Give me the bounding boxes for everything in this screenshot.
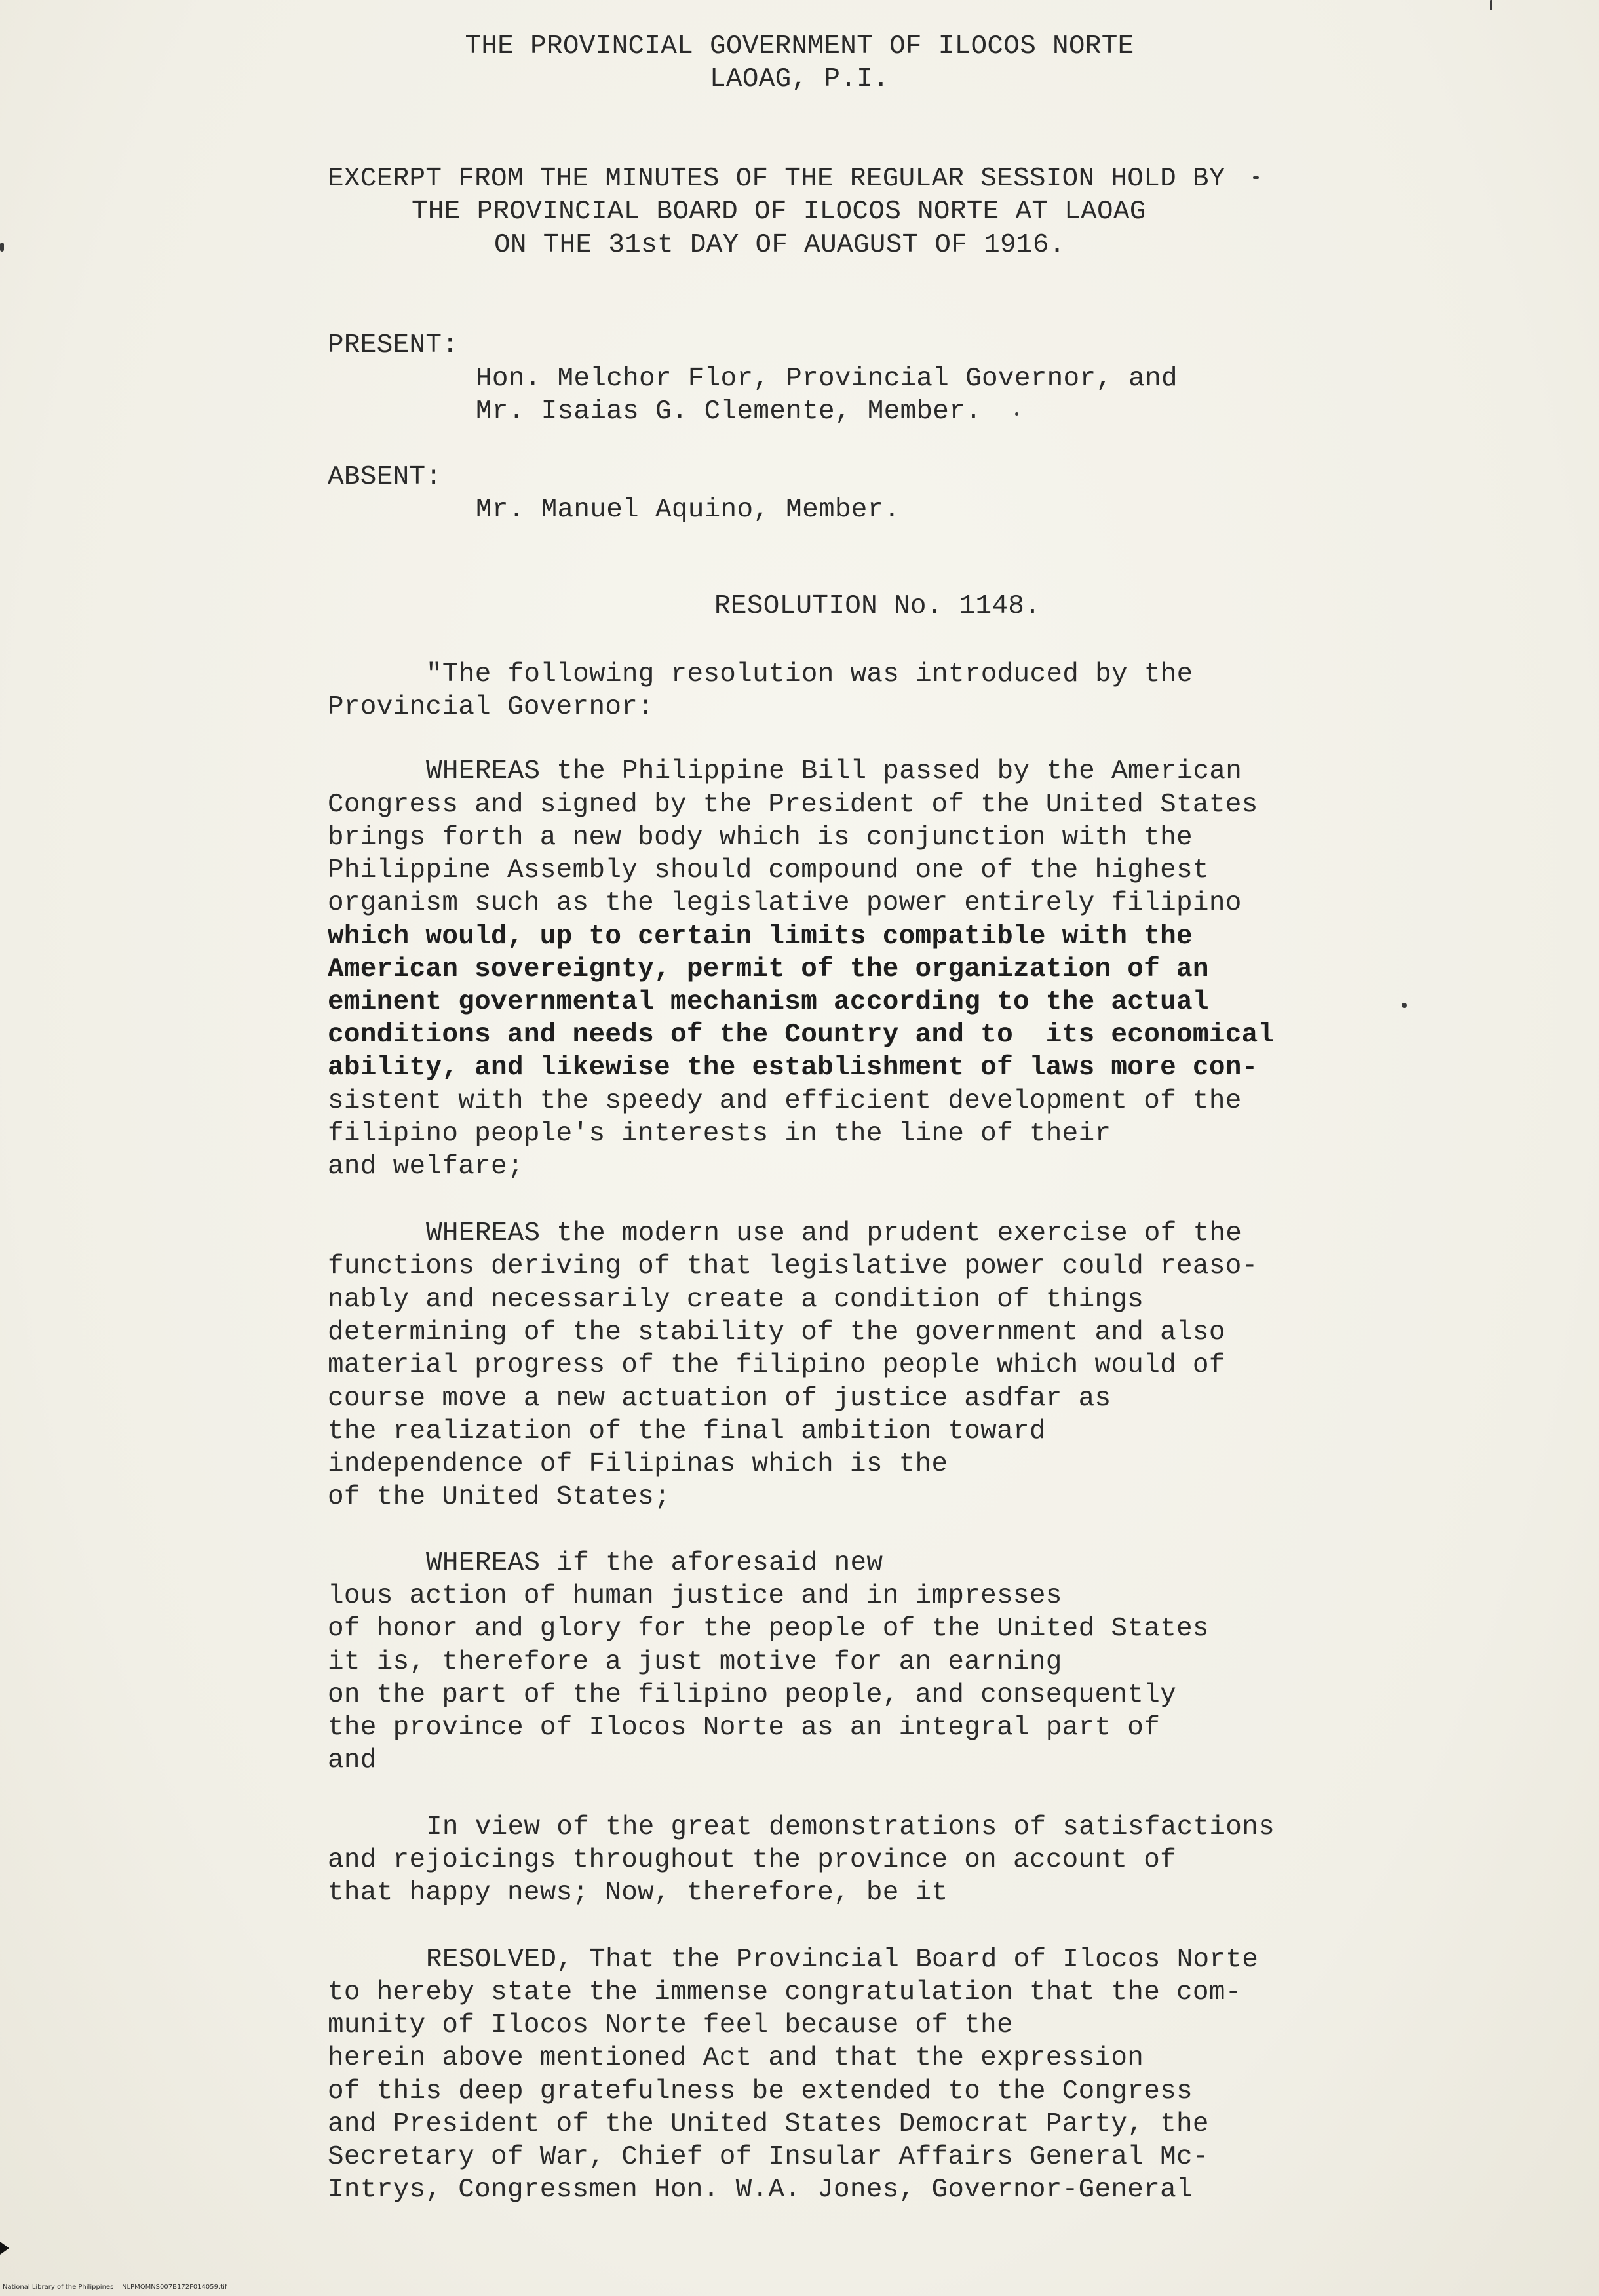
whereas2-line: the realization of the final ambition toward <box>328 1416 1046 1447</box>
whereas3-line: WHEREAS if the aforesaid new <box>426 1548 883 1578</box>
whereas2-line: WHEREAS the modern use and prudent exercise of the <box>426 1218 1243 1249</box>
whereas2-line: nably and necessarily create a condition of things <box>328 1285 1144 1315</box>
whereas1-line: ability, and likewise the establishment of laws more con- <box>328 1053 1258 1083</box>
absent-label: ABSENT: <box>328 462 442 492</box>
whereas3-line: lous action of human justice and in impresses <box>328 1581 1062 1611</box>
resolved-line: herein above mentioned Act and that the expression <box>328 2043 1144 2073</box>
present-line-2: Mr. Isaias G. Clemente, Member. <box>476 397 982 427</box>
ink-speck <box>1402 1003 1407 1008</box>
whereas2-line: material progress of the filipino people which would of <box>328 1350 1225 1380</box>
resolved-line: and President of the United States Democrat Party, the <box>328 2109 1209 2139</box>
resolved-line: Intrys, Congressmen Hon. W.A. Jones, Governor-General <box>328 2175 1193 2205</box>
whereas1-line: organism such as the legislative power entirely filipino <box>328 888 1242 918</box>
whereas3-line: and <box>328 1745 377 1776</box>
view-line: In view of the great demonstrations of satisfactions <box>426 1812 1275 1842</box>
whereas1-line: Philippine Assembly should compound one of the highest <box>328 855 1209 885</box>
title-line-1: EXCERPT FROM THE MINUTES OF THE REGULAR SESSION HOLD BY <box>328 164 1225 194</box>
whereas3-line: the province of Ilocos Norte as an integral part of <box>328 1713 1161 1743</box>
intro-line-1: "The following resolution was introduced by the <box>426 659 1193 690</box>
title-line-2: THE PROVINCIAL BOARD OF ILOCOS NORTE AT LAOAG <box>412 197 1146 227</box>
resolved-line: to hereby state the immense congratulation that the com- <box>328 1977 1242 2008</box>
resolution-title: RESOLUTION No. 1148. <box>714 591 1041 621</box>
whereas3-line: of honor and glory for the people of the United States <box>328 1614 1209 1644</box>
resolved-line: Secretary of War, Chief of Insular Affairs General Mc- <box>328 2142 1209 2172</box>
scan-arrow-icon <box>0 2242 9 2255</box>
whereas3-line: on the part of the filipino people, and consequently <box>328 1680 1177 1710</box>
whereas1-line: WHEREAS the Philippine Bill passed by the American <box>426 756 1243 787</box>
resolved-line: of this deep gratefulness be extended to the Congress <box>328 2076 1193 2107</box>
whereas2-line: independence of Filipinas which is the <box>328 1449 948 1479</box>
ink-speck <box>1253 176 1259 179</box>
whereas1-line: eminent governmental mechanism according to the actual <box>328 987 1209 1017</box>
whereas1-line: and welfare; <box>328 1152 524 1182</box>
whereas1-line: filipino people's interests in the line of their <box>328 1119 1111 1149</box>
header-government: THE PROVINCIAL GOVERNMENT OF ILOCOS NORTE <box>465 31 1134 62</box>
scan-footer-label: National Library of the Philippines NLPMQMNS007B172F014059.tif <box>3 2284 227 2291</box>
resolved-line: munity of Ilocos Norte feel because of the <box>328 2010 1013 2040</box>
header-location: LAOAG, P.I. <box>710 64 889 94</box>
intro-line-2: Provincial Governor: <box>328 692 655 722</box>
whereas1-line: American sovereignty, permit of the organization of an <box>328 954 1209 984</box>
view-line: that happy news; Now, therefore, be it <box>328 1878 948 1908</box>
ink-speck <box>1490 0 1492 10</box>
resolved-line: RESOLVED, That the Provincial Board of Ilocos Norte <box>426 1945 1259 1975</box>
present-line-1: Hon. Melchor Flor, Provincial Governor, and <box>476 364 1178 394</box>
whereas1-line: Congress and signed by the President of the United States <box>328 790 1258 820</box>
whereas1-line: sistent with the speedy and efficient development of the <box>328 1086 1242 1116</box>
absent-line-1: Mr. Manuel Aquino, Member. <box>476 495 900 525</box>
whereas2-line: of the United States; <box>328 1482 670 1512</box>
whereas2-line: course move a new actuation of justice asdfar as <box>328 1384 1111 1414</box>
ink-speck <box>0 243 4 252</box>
whereas2-line: determining of the stability of the government and also <box>328 1317 1225 1348</box>
title-line-3: ON THE 31st DAY OF AUAGUST OF 1916. <box>494 230 1066 260</box>
ink-speck <box>1015 412 1018 416</box>
whereas1-line: which would, up to certain limits compatible with the <box>328 922 1193 952</box>
whereas1-line: conditions and needs of the Country and to its economical <box>328 1020 1275 1050</box>
whereas1-line: brings forth a new body which is conjunction with the <box>328 823 1193 853</box>
present-label: PRESENT: <box>328 330 459 360</box>
whereas2-line: functions deriving of that legislative power could reaso- <box>328 1251 1258 1281</box>
view-line: and rejoicings throughout the province on account of <box>328 1845 1177 1875</box>
whereas3-line: it is, therefore a just motive for an earning <box>328 1647 1062 1677</box>
